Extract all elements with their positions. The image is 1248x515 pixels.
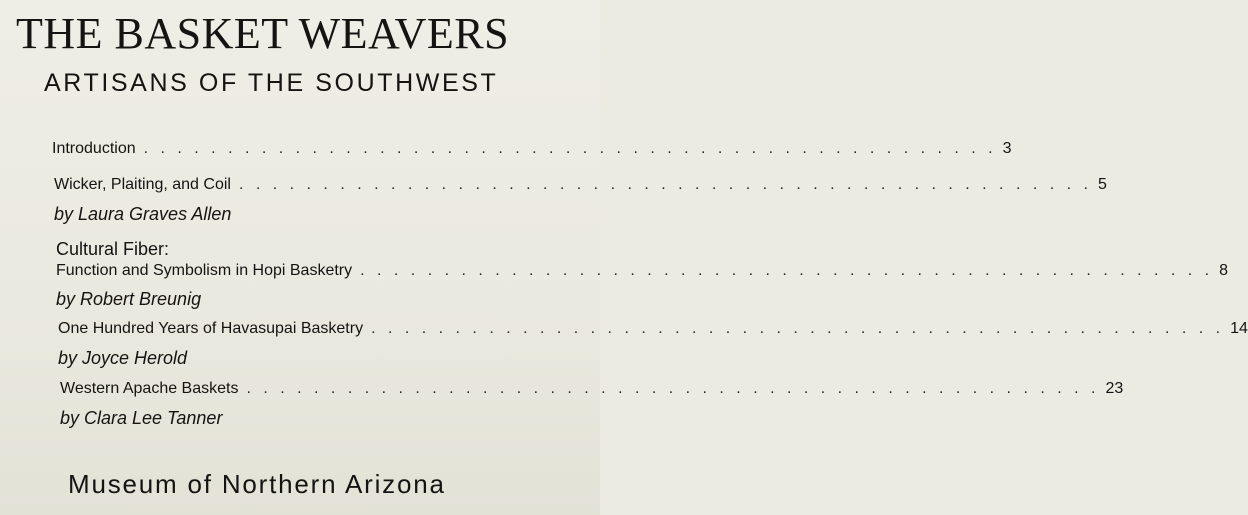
toc-entry — [60, 380, 1124, 398]
entry-author: by Joyce Herold — [58, 348, 188, 368]
publisher-name: Museum of Northern Arizona — [68, 469, 446, 499]
toc-entry — [58, 320, 1248, 338]
entry-title: Western Apache Baskets — [60, 380, 239, 397]
dot-leader: . . . . . . . . . . . . . . . . . . . . . . . . . . . . . . . . . . . . . . . . . . . . . . . . . . . — [371, 320, 1225, 337]
entry-page-number: 5 — [1097, 176, 1107, 193]
entry-author: by Clara Lee Tanner — [60, 408, 223, 428]
entry-title: Wicker, Plaiting, and Coil — [54, 176, 231, 193]
entry-author: by Laura Graves Allen — [54, 204, 232, 224]
toc-entry — [52, 140, 1012, 158]
entry-title: One Hundred Years of Havasupai Basketry — [58, 320, 364, 337]
dot-leader: . . . . . . . . . . . . . . . . . . . . . . . . . . . . . . . . . . . . . . . . . . . . . . . . . . . — [360, 262, 1214, 279]
toc-entry — [54, 176, 1107, 194]
entry-page-number: 14 — [1230, 320, 1248, 337]
dot-leader: . . . . . . . . . . . . . . . . . . . . . . . . . . . . . . . . . . . . . . . . . . . . . . . . . . . — [246, 380, 1100, 397]
entry-author: by Robert Breunig — [56, 289, 202, 309]
entry-page-number: 3 — [1002, 140, 1012, 157]
entry-page-number: 8 — [1219, 262, 1229, 279]
toc-entry — [56, 262, 1229, 280]
dot-leader: . . . . . . . . . . . . . . . . . . . . . . . . . . . . . . . . . . . . . . . . . . . . . . . . . . . — [143, 140, 997, 157]
entry-page-number: 23 — [1105, 380, 1124, 397]
book-subtitle: ARTISANS OF THE SOUTHWEST — [44, 69, 499, 97]
entry-title-line1: Cultural Fiber: — [56, 239, 170, 259]
book-title: THE BASKET WEAVERS — [16, 9, 510, 58]
entry-title: Function and Symbolism in Hopi Basketry — [56, 262, 353, 279]
dot-leader: . . . . . . . . . . . . . . . . . . . . . . . . . . . . . . . . . . . . . . . . . . . . . . . . . . . — [238, 176, 1092, 193]
entry-title: Introduction — [52, 140, 136, 157]
